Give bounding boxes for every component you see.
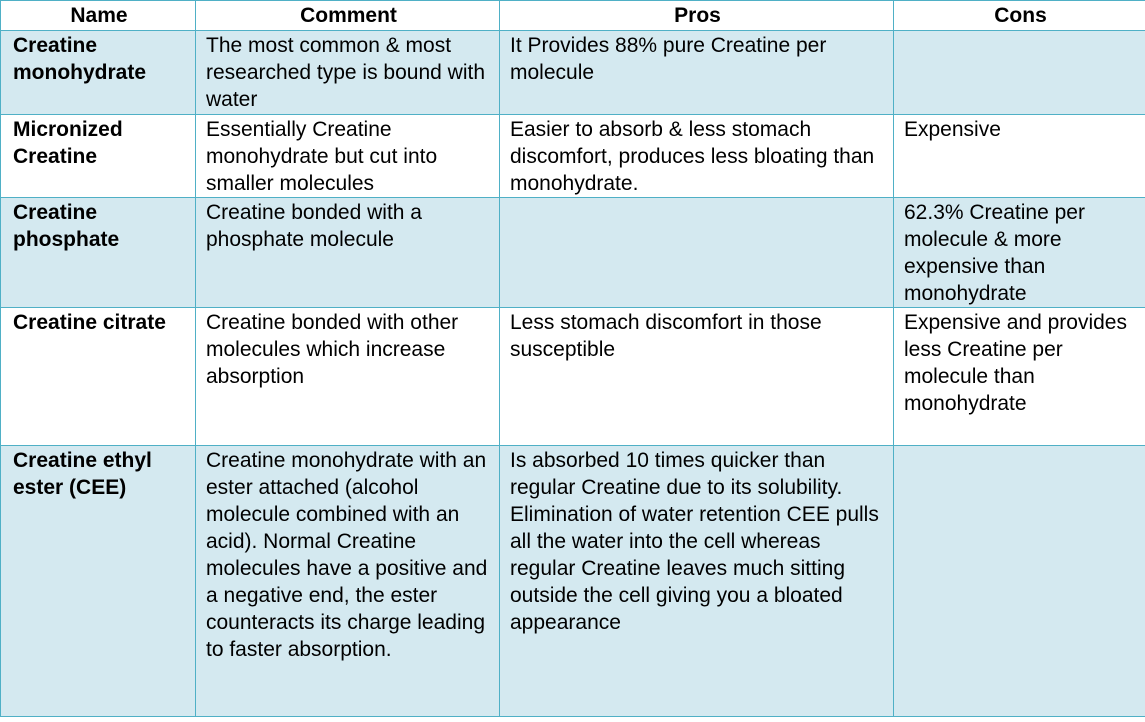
header-comment: Comment — [196, 1, 500, 31]
cell-name: Creatine citrate — [1, 308, 196, 446]
cell-pros: Is absorbed 10 times quicker than regular Creatine due to its solubility. Elimination of water retention CEE pulls all the water into the cell whereas regular Creatine leaves much sitting outside the cell giving you a bloated appearance — [500, 446, 894, 717]
cell-cons: 62.3% Creatine per molecule & more expensive than monohydrate — [894, 198, 1145, 308]
header-cons: Cons — [894, 1, 1145, 31]
cell-pros: It Provides 88% pure Creatine per molecule — [500, 31, 894, 115]
cell-name: Creatine ethyl ester (CEE) — [1, 446, 196, 717]
cell-name: Creatine phosphate — [1, 198, 196, 308]
cell-cons: Expensive and provides less Creatine per molecule than monohydrate — [894, 308, 1145, 446]
table-row — [1, 31, 1145, 115]
cell-comment: Creatine bonded with a phosphate molecule — [196, 198, 500, 308]
header-pros: Pros — [500, 1, 894, 31]
cell-comment: The most common & most researched type is bound with water — [196, 31, 500, 115]
table-row — [1, 198, 1145, 308]
table-row — [1, 446, 1145, 717]
table-body — [1, 31, 1145, 717]
cell-name: Creatine monohydrate — [1, 31, 196, 115]
cell-cons — [894, 31, 1145, 115]
cell-pros: Easier to absorb & less stomach discomfort, produces less bloating than monohydrate. — [500, 115, 894, 198]
cell-comment: Creatine monohydrate with an ester attached (alcohol molecule combined with an acid). Normal Creatine molecules have a positive and a negative end, the ester counteracts its charge leading to faster absorption. — [196, 446, 500, 717]
table-header — [1, 1, 1145, 31]
cell-pros: Less stomach discomfort in those susceptible — [500, 308, 894, 446]
header-name: Name — [1, 1, 196, 31]
cell-cons — [894, 446, 1145, 717]
cell-name: Micronized Creatine — [1, 115, 196, 198]
cell-comment: Creatine bonded with other molecules which increase absorption — [196, 308, 500, 446]
table-row — [1, 115, 1145, 198]
header-row — [1, 1, 1145, 31]
table-row — [1, 308, 1145, 446]
cell-pros — [500, 198, 894, 308]
cell-cons: Expensive — [894, 115, 1145, 198]
cell-comment: Essentially Creatine monohydrate but cut into smaller molecules — [196, 115, 500, 198]
